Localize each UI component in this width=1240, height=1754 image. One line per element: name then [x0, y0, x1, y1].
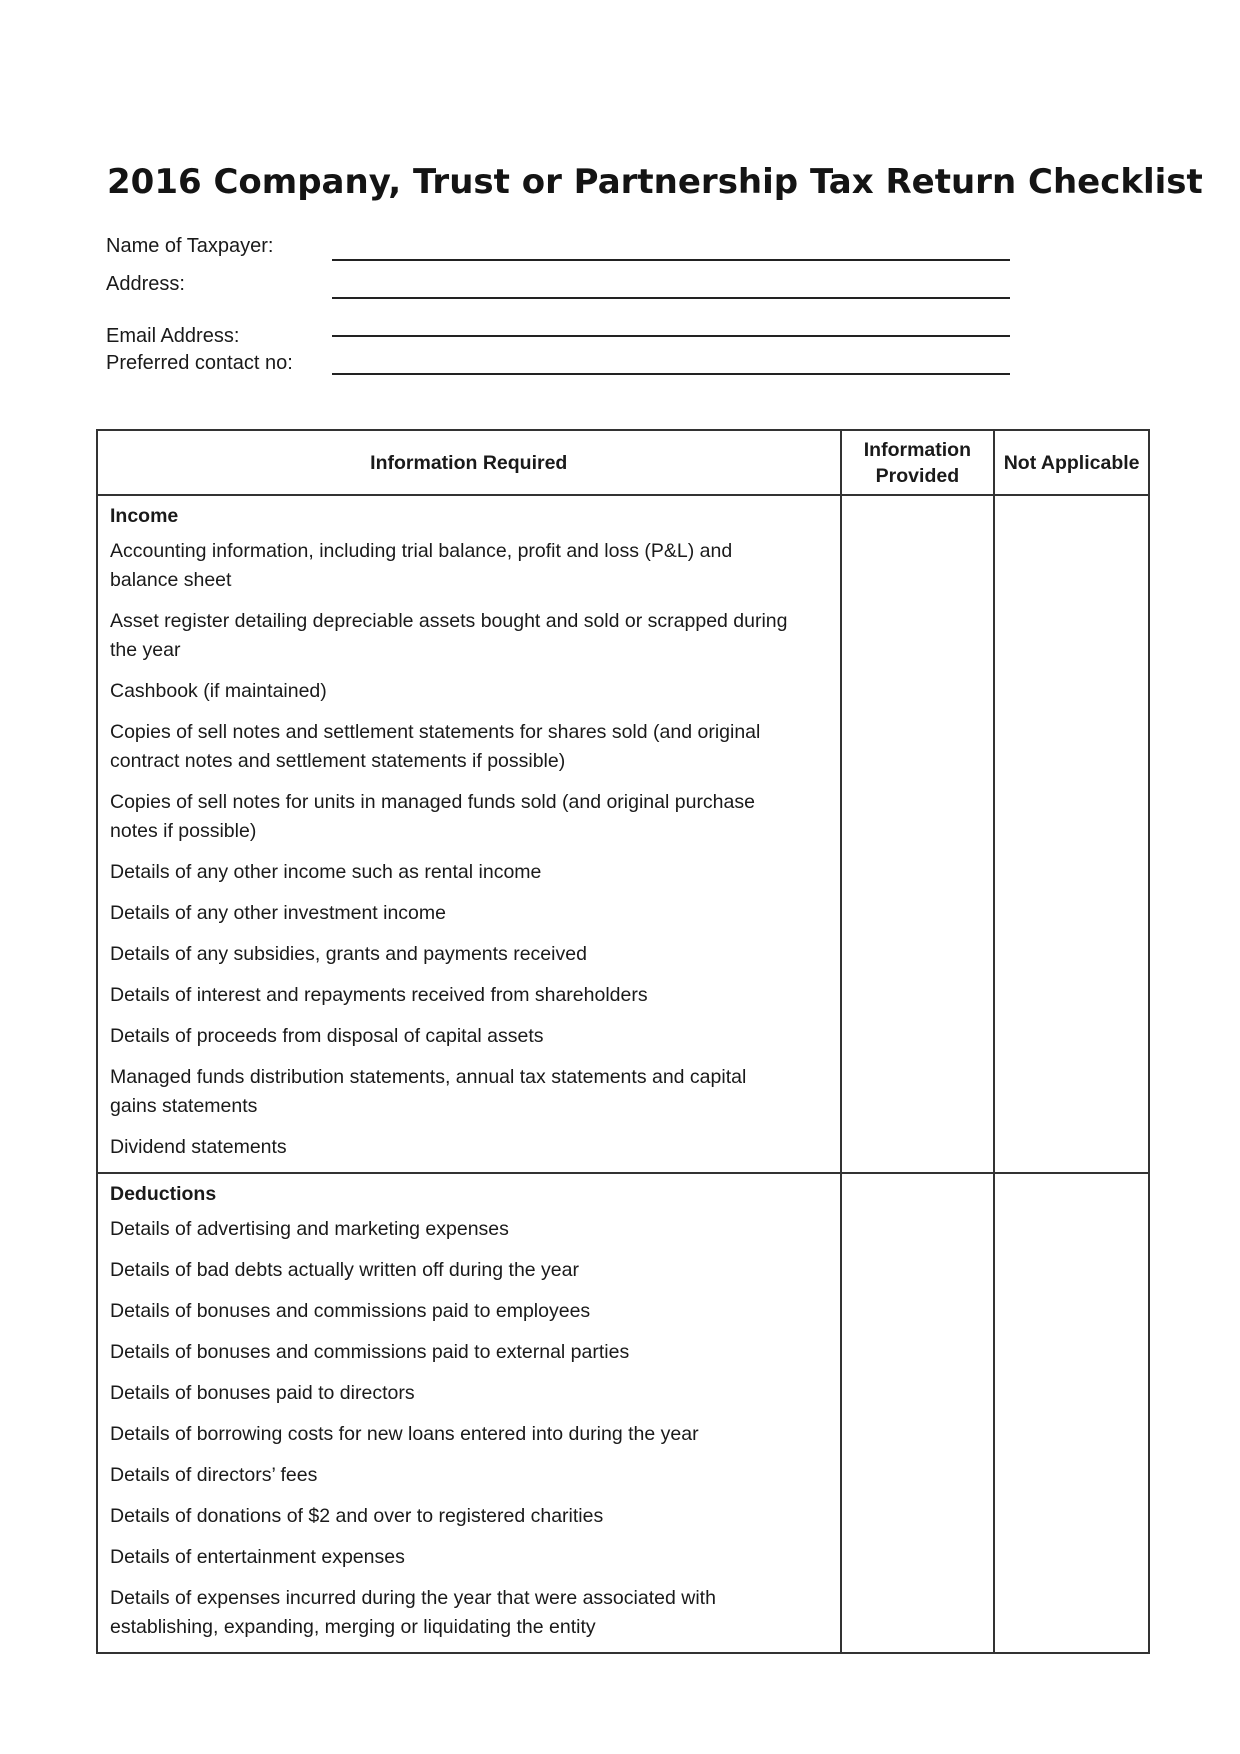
information-provided-cell[interactable] [841, 1173, 995, 1653]
email-address-label: Email Address: [106, 325, 240, 347]
checklist-item: Details of bonuses and commissions paid to employees [110, 1300, 591, 1322]
checklist-item: Copies of sell notes for units in managed funds sold (and original purchase notes if possible) [110, 791, 755, 842]
section-items-cell [97, 495, 841, 1173]
checklist-item: Copies of sell notes and settlement statements for shares sold (and original contract notes and settlement statements if possible) [110, 721, 761, 772]
section-title: Income [110, 505, 179, 527]
preferred-contact-label: Preferred contact no: [106, 352, 293, 374]
checklist-item: Details of bonuses paid to directors [110, 1382, 415, 1404]
email-address-field[interactable] [332, 335, 1010, 337]
checklist-item: Details of bonuses and commissions paid to external parties [110, 1341, 630, 1363]
checklist-item: Details of directors’ fees [110, 1464, 318, 1486]
section-items-cell [97, 1173, 841, 1653]
section-row-deductions [97, 1173, 1149, 1653]
page-title: 2016 Company, Trust or Partnership Tax Return Checklist [107, 162, 1203, 202]
name-of-taxpayer-label: Name of Taxpayer: [106, 235, 274, 257]
table-header-row [97, 430, 1149, 495]
name-of-taxpayer-field[interactable] [332, 259, 1010, 261]
checklist-item: Details of any subsidies, grants and payments received [110, 943, 587, 965]
checklist-item: Details of bad debts actually written off during the year [110, 1259, 579, 1281]
preferred-contact-field[interactable] [332, 373, 1010, 375]
checklist-items [110, 1215, 828, 1642]
checklist-item: Dividend statements [110, 1136, 287, 1158]
checklist-item: Details of borrowing costs for new loans entered into during the year [110, 1423, 699, 1445]
checklist-item: Asset register detailing depreciable assets bought and sold or scrapped during the year [110, 610, 788, 661]
checklist-item: Details of any other income such as rental income [110, 861, 542, 883]
checklist-item: Managed funds distribution statements, annual tax statements and capital gains statements [110, 1066, 747, 1117]
not-applicable-cell[interactable] [994, 495, 1149, 1173]
header-not-applicable: Not Applicable [994, 430, 1149, 495]
checklist-item: Cashbook (if maintained) [110, 680, 327, 702]
checklist-item: Details of any other investment income [110, 902, 446, 924]
checklist-items [110, 537, 828, 1162]
checklist-table [96, 429, 1150, 1654]
checklist-item: Details of entertainment expenses [110, 1546, 405, 1568]
header-information-provided: Information Provided [841, 430, 995, 495]
address-field[interactable] [332, 297, 1010, 299]
header-information-required: Information Required [97, 430, 841, 495]
section-title: Deductions [110, 1183, 217, 1205]
checklist-item: Accounting information, including trial balance, profit and loss (P&L) and balance sheet [110, 540, 733, 591]
checklist-item: Details of expenses incurred during the year that were associated with establishing, expanding, merging or liquidating the entity [110, 1587, 716, 1638]
checklist-item: Details of donations of $2 and over to registered charities [110, 1505, 604, 1527]
address-label: Address: [106, 273, 185, 295]
checklist-item: Details of advertising and marketing expenses [110, 1218, 509, 1240]
checklist-item: Details of interest and repayments received from shareholders [110, 984, 648, 1006]
checklist-item: Details of proceeds from disposal of capital assets [110, 1025, 544, 1047]
not-applicable-cell[interactable] [994, 1173, 1149, 1653]
section-row-income [97, 495, 1149, 1173]
information-provided-cell[interactable] [841, 495, 995, 1173]
